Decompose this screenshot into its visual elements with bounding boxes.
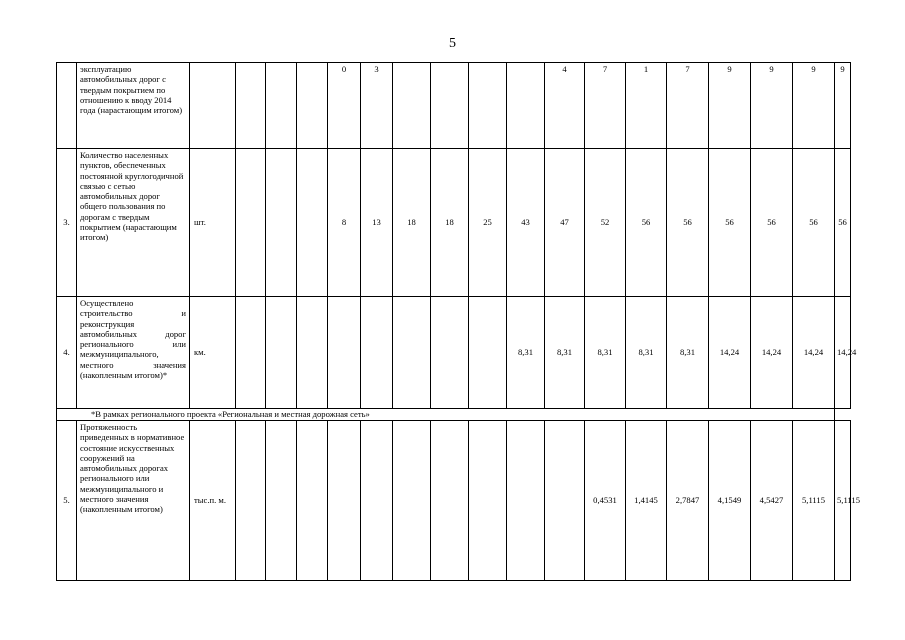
row-number: 4.	[57, 297, 77, 409]
value-cell: 3	[361, 63, 393, 149]
unit-cell: км.	[190, 297, 236, 409]
value-cell: 8,31	[585, 297, 626, 409]
value-cell: 56	[626, 149, 667, 297]
value-cell	[236, 149, 266, 297]
value-cell: 4	[545, 63, 585, 149]
value-cell: 18	[393, 149, 431, 297]
value-cell	[266, 421, 297, 581]
value-cell: 8	[328, 149, 361, 297]
value-cell: 13	[361, 149, 393, 297]
value-cell: 25	[469, 149, 507, 297]
value-cell: 56	[667, 149, 709, 297]
value-cell	[431, 297, 469, 409]
value-cell: 0	[328, 63, 361, 149]
value-cell: 5,1115	[835, 421, 851, 581]
value-cell	[507, 421, 545, 581]
table-row	[57, 63, 851, 149]
value-cell	[266, 149, 297, 297]
indicator-name: Количество населенных пунктов, обеспеченных постоянной круглогодичной связью с сетью автомобильных дорог общего пользования по дорогам с твердым покрытием (нарастающим итогом)	[77, 149, 190, 297]
value-cell: 9	[793, 63, 835, 149]
value-cell	[393, 297, 431, 409]
value-cell: 18	[431, 149, 469, 297]
value-cell: 14,24	[835, 297, 851, 409]
table-row	[57, 421, 851, 581]
value-cell: 56	[793, 149, 835, 297]
unit-cell	[190, 63, 236, 149]
value-cell	[236, 297, 266, 409]
value-cell	[297, 149, 328, 297]
value-cell: 56	[835, 149, 851, 297]
value-cell	[393, 421, 431, 581]
indicator-name: Протяженность приведенных в нормативное состояние искусственных сооружений на автомобильных дорогах регионального или межмуниципального и местного значения (накопленным итогом)	[77, 421, 190, 581]
value-cell	[469, 421, 507, 581]
footnote-row	[57, 409, 851, 421]
value-cell: 8,31	[667, 297, 709, 409]
indicator-name: эксплуатацию автомобильных дорог с твердым покрытием по отношению к вводу 2014 года (нарастающим итогом)	[77, 63, 190, 149]
value-cell	[297, 421, 328, 581]
value-cell: 14,24	[709, 297, 751, 409]
value-cell: 4,5427	[751, 421, 793, 581]
value-cell: 4,1549	[709, 421, 751, 581]
indicator-name: Осуществлено строительство и реконструкция автомобильных дорог регионального или межмуниципального, местного значения (накопленным итогом)*	[77, 297, 190, 409]
table-row	[57, 149, 851, 297]
row-number	[57, 63, 77, 149]
row-number: 3.	[57, 149, 77, 297]
value-cell	[328, 421, 361, 581]
value-cell	[297, 297, 328, 409]
value-cell: 5,1115	[793, 421, 835, 581]
value-cell: 47	[545, 149, 585, 297]
value-cell: 14,24	[793, 297, 835, 409]
value-cell: 2,7847	[667, 421, 709, 581]
value-cell: 8,31	[545, 297, 585, 409]
unit-cell: шт.	[190, 149, 236, 297]
value-cell: 14,24	[751, 297, 793, 409]
value-cell: 7	[585, 63, 626, 149]
value-cell	[431, 63, 469, 149]
value-cell	[297, 63, 328, 149]
page-number: 5	[449, 36, 456, 51]
value-cell: 8,31	[626, 297, 667, 409]
value-cell: 1,4145	[626, 421, 667, 581]
value-cell	[469, 297, 507, 409]
value-cell: 1	[626, 63, 667, 149]
value-cell: 9	[709, 63, 751, 149]
value-cell	[361, 421, 393, 581]
value-cell	[545, 421, 585, 581]
value-cell: 9	[751, 63, 793, 149]
value-cell	[236, 63, 266, 149]
value-cell	[361, 297, 393, 409]
indicators-table	[56, 62, 860, 581]
value-cell: 0,4531	[585, 421, 626, 581]
value-cell	[469, 63, 507, 149]
value-cell	[431, 421, 469, 581]
value-cell	[236, 421, 266, 581]
value-cell: 9	[835, 63, 851, 149]
value-cell: 56	[709, 149, 751, 297]
unit-cell: тыс.п. м.	[190, 421, 236, 581]
value-cell	[393, 63, 431, 149]
value-cell: 8,31	[507, 297, 545, 409]
value-cell	[266, 297, 297, 409]
table-row	[57, 297, 851, 409]
value-cell	[328, 297, 361, 409]
row-number: 5.	[57, 421, 77, 581]
value-cell: 7	[667, 63, 709, 149]
value-cell: 43	[507, 149, 545, 297]
value-cell	[507, 63, 545, 149]
value-cell: 56	[751, 149, 793, 297]
value-cell	[266, 63, 297, 149]
footnote-text: *В рамках регионального проекта «Региональная и местная дорожная сеть»	[57, 409, 835, 421]
value-cell: 52	[585, 149, 626, 297]
